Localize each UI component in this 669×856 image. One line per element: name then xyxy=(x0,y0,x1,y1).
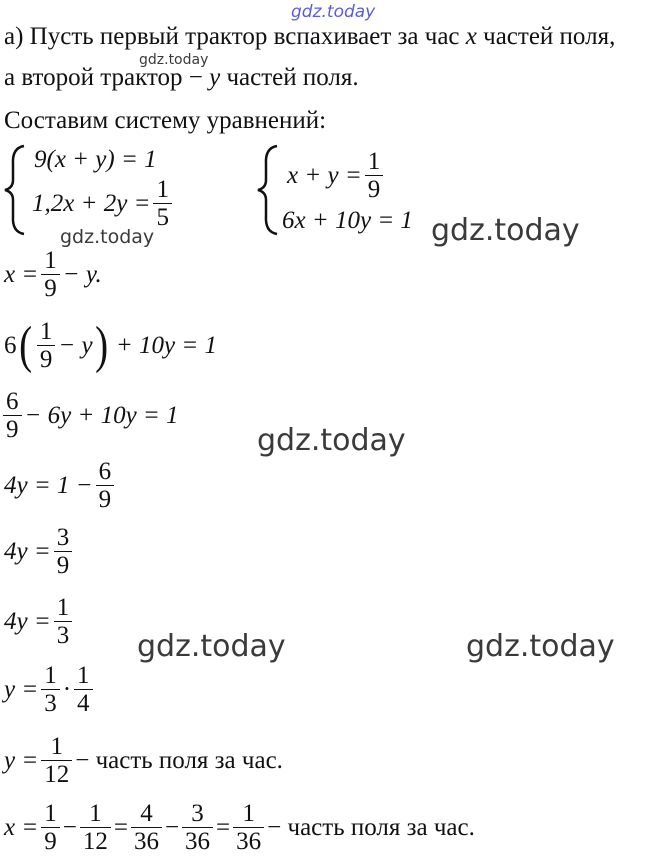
watermark: gdz.today xyxy=(466,629,615,664)
fraction xyxy=(365,148,384,203)
step-7 xyxy=(4,662,96,717)
fraction xyxy=(80,800,111,855)
text: частей поля. xyxy=(220,64,359,91)
step-3 xyxy=(0,388,179,443)
fraction xyxy=(41,662,60,717)
denominator: 36 xyxy=(236,828,262,855)
intro-line-2 xyxy=(4,63,359,93)
step-9 xyxy=(4,800,475,855)
denominator: 36 xyxy=(133,828,159,855)
expression: y = xyxy=(4,746,39,774)
denominator: 9 xyxy=(39,346,53,373)
numerator: 1 xyxy=(365,148,384,176)
fraction xyxy=(41,733,72,788)
expression: x + y = xyxy=(287,161,362,189)
step-5 xyxy=(4,524,75,579)
operator: = xyxy=(113,813,128,841)
fraction xyxy=(41,247,60,302)
expression: − 6y + 10y = 1 xyxy=(24,401,179,429)
fraction xyxy=(182,800,213,855)
expression: + 10y = 1 xyxy=(115,331,217,359)
expression: − часть поля за час. xyxy=(267,813,475,841)
coefficient: 6 xyxy=(4,331,17,359)
expression: − y xyxy=(58,331,93,359)
system2-eq1 xyxy=(287,148,386,203)
text: а) Пусть первый трактор вспахивает за час xyxy=(4,23,466,50)
system1-eq2 xyxy=(32,176,175,231)
fraction xyxy=(96,458,115,513)
watermark: gdz.today xyxy=(257,423,406,458)
numerator: 1 xyxy=(74,662,93,690)
denominator: 9 xyxy=(6,416,19,443)
expression: − часть поля за час. xyxy=(75,746,283,774)
text: частей поля, xyxy=(476,23,616,50)
numerator: 1 xyxy=(41,247,60,275)
denominator: 36 xyxy=(185,828,211,855)
paren-close: ) xyxy=(94,316,108,374)
variable: y xyxy=(209,64,221,91)
variable: x xyxy=(465,23,477,50)
numerator: 1 xyxy=(37,318,56,346)
numerator: 4 xyxy=(131,800,162,828)
expression: 4y = xyxy=(4,537,51,565)
system1-eq1: 9(x + y) = 1 xyxy=(34,146,157,173)
intro-line-3: Составим систему уравнений: xyxy=(4,107,327,134)
paren-open: ( xyxy=(18,316,32,374)
step-4 xyxy=(4,458,117,513)
expression: 4y = 1 − xyxy=(4,471,93,499)
denominator: 3 xyxy=(56,622,70,649)
denominator: 12 xyxy=(82,828,108,855)
denominator: 4 xyxy=(77,690,90,717)
expression: 4y = xyxy=(4,607,51,635)
watermark: gdz.today xyxy=(431,213,580,248)
expression: 1,2x + 2y = xyxy=(32,189,151,217)
intro-line-1 xyxy=(4,22,615,52)
denominator: 3 xyxy=(44,690,57,717)
brace-icon xyxy=(2,144,28,236)
numerator: 6 xyxy=(96,458,115,486)
numerator: 1 xyxy=(41,800,60,828)
numerator: 6 xyxy=(3,388,22,416)
numerator: 1 xyxy=(80,800,111,828)
expression: x = xyxy=(4,813,39,841)
fraction xyxy=(54,524,73,579)
watermark-small: gdz.today xyxy=(139,52,209,68)
text: а второй трактор − xyxy=(4,64,210,91)
expression: x = xyxy=(4,260,39,288)
fraction xyxy=(54,594,73,649)
multiply-sign: · xyxy=(62,675,72,703)
denominator: 9 xyxy=(367,176,381,203)
fraction xyxy=(153,176,172,231)
denominator: 9 xyxy=(44,828,57,855)
system2-eq2: 6x + 10y = 1 xyxy=(282,207,413,234)
watermark-top: gdz.today xyxy=(291,2,376,22)
step-8 xyxy=(4,733,283,788)
watermark: gdz.today xyxy=(60,226,155,248)
numerator: 3 xyxy=(54,524,73,552)
operator: − xyxy=(164,813,180,841)
numerator: 1 xyxy=(233,800,264,828)
fraction xyxy=(131,800,162,855)
operator: − xyxy=(62,813,77,841)
denominator: 12 xyxy=(44,761,70,788)
denominator: 5 xyxy=(156,204,169,231)
watermark: gdz.today xyxy=(137,629,286,664)
numerator: 1 xyxy=(54,594,73,622)
numerator: 1 xyxy=(41,662,60,690)
numerator: 1 xyxy=(153,176,172,204)
fraction xyxy=(74,662,93,717)
denominator: 9 xyxy=(44,275,57,302)
numerator: 3 xyxy=(182,800,213,828)
denominator: 9 xyxy=(98,486,112,513)
step-6 xyxy=(4,594,75,649)
fraction xyxy=(41,800,60,855)
expression: y = xyxy=(4,675,39,703)
fraction xyxy=(3,388,22,443)
operator: = xyxy=(216,813,231,841)
denominator: 9 xyxy=(56,552,70,579)
brace-icon xyxy=(255,144,281,236)
step-2 xyxy=(4,318,217,373)
fraction xyxy=(233,800,264,855)
expression: − y. xyxy=(62,260,102,288)
step-1 xyxy=(4,247,102,302)
fraction xyxy=(37,318,56,373)
numerator: 1 xyxy=(41,733,72,761)
